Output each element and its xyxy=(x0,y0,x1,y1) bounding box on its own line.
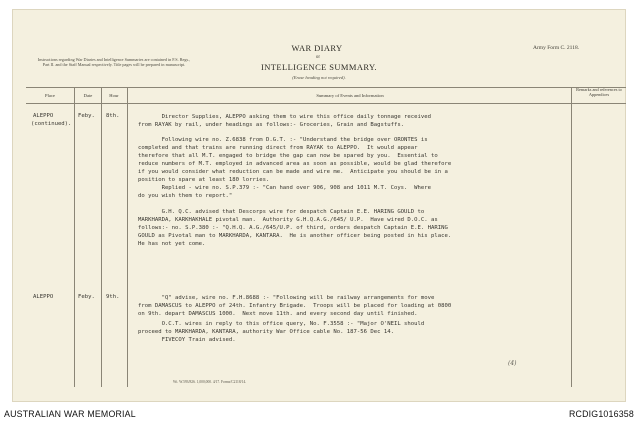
entry-1-place: ALEPPO xyxy=(33,113,54,119)
entry-1-date: Feby. xyxy=(78,113,95,119)
title-intelligence-summary: INTELLIGENCE SUMMARY. xyxy=(261,62,377,72)
table-top-rule xyxy=(26,87,626,88)
archive-footer-left: AUSTRALIAN WAR MEMORIAL xyxy=(4,409,136,419)
entry-1-paragraph-3: G.H. Q.C. advised that Descorps wire for despatch Captain E.E. HARING GOULD to MARKHARDA, KARKHAKHALE pivotal man. Authority G.H.Q.A.G./645/ U.P. Have wired D.O.C. as follows:- no. S.P.380 :- "Q.H.Q. A.G./645/U.P. of third, orders despatch Captain E.E. HARING GOULD as Pivotal man to MARKHARDA, KANTARA. He is another officer being posted in his place. He has not yet come. xyxy=(138,209,452,247)
printer-imprint: Wt. W.593/826. 1,000,000. 4/17. Forms/C2118/14. xyxy=(173,380,247,384)
entry-2-paragraph-1: "Q" advise, wire no. F.H.8688 :- "Following will be railway arrangements for move from DAMASCUS to ALEPPO of 24th. Infantry Brigade. Troops will be placed for loading at 0800 on 9th. depart DAMASCUS 1000. Next move 11th. and every second day until finished. xyxy=(138,295,452,317)
entry-1-hour: 8th. xyxy=(106,113,120,119)
archive-footer-right: RCDIG1016358 xyxy=(569,409,634,419)
title-note: (Erase heading not required). xyxy=(292,75,346,80)
date-hour-divider xyxy=(101,87,102,387)
summary-remarks-divider xyxy=(571,87,572,387)
hour-summary-divider xyxy=(127,87,128,387)
column-header-hour: Hour xyxy=(109,93,119,98)
entry-1-paragraph-1: Director Supplies, ALEPPO asking them to wire this office daily tonnage received from RAYAK by rail, under headings as follows:- Groceries, Grain and Bagstuffs. xyxy=(138,114,431,128)
column-header-place: Place xyxy=(45,93,55,98)
entry-1-place-continued: (continued). xyxy=(31,121,72,127)
place-date-divider xyxy=(74,87,75,387)
column-header-summary: Summary of Events and Information xyxy=(316,93,384,98)
pencil-folio-mark: (4) xyxy=(508,360,517,367)
entry-2-date: Feby. xyxy=(78,294,95,300)
instructions-note: Instructions regarding War Diaries and Intelligence Summaries are contained in F.S. Regs., Part II. and the Staff Manual respectively. Title pages will be prepared in manuscript. xyxy=(37,57,191,68)
army-form-number: Army Form C. 2118. xyxy=(533,45,580,51)
title-war-diary: WAR DIARY xyxy=(291,43,343,53)
table-header-rule xyxy=(26,103,626,104)
column-header-date: Date xyxy=(83,93,93,98)
entry-2-hour: 9th. xyxy=(106,294,120,300)
entry-2-place: ALEPPO xyxy=(33,294,54,300)
entry-1-paragraph-2: Following wire no. Z.6838 from D.G.T. :- "Understand the bridge over ORONTES is completed and that trains are running direct from RAYAK to ALEPPO. It would appear therefore that all M.T. engaged to bridge the gap can now be spared by you. Essential to reduce numbers of M.T. employed in advanced area as soon as possible, would be glad therefore if you would consider what reduction can be made and wire me. Anticipate you should be in a position to spare at least 180 lorries. Replied - wire no. S.P.379 :- "Can hand over 906, 908 and 1011 M.T. Coys. Where do you wish them to report." xyxy=(138,137,452,199)
entry-2-paragraph-2: O.C.T. wires in reply to this office query, No. F.3558 :- "Major O'NEIL should proceed to MARKHARDA, KANTARA, authority War Office cable No. 187-56 Dec 14. FIVECOY Train advised. xyxy=(138,321,425,343)
column-header-remarks: Remarks and references to Appendices xyxy=(576,87,622,98)
title-or: or xyxy=(315,55,321,60)
